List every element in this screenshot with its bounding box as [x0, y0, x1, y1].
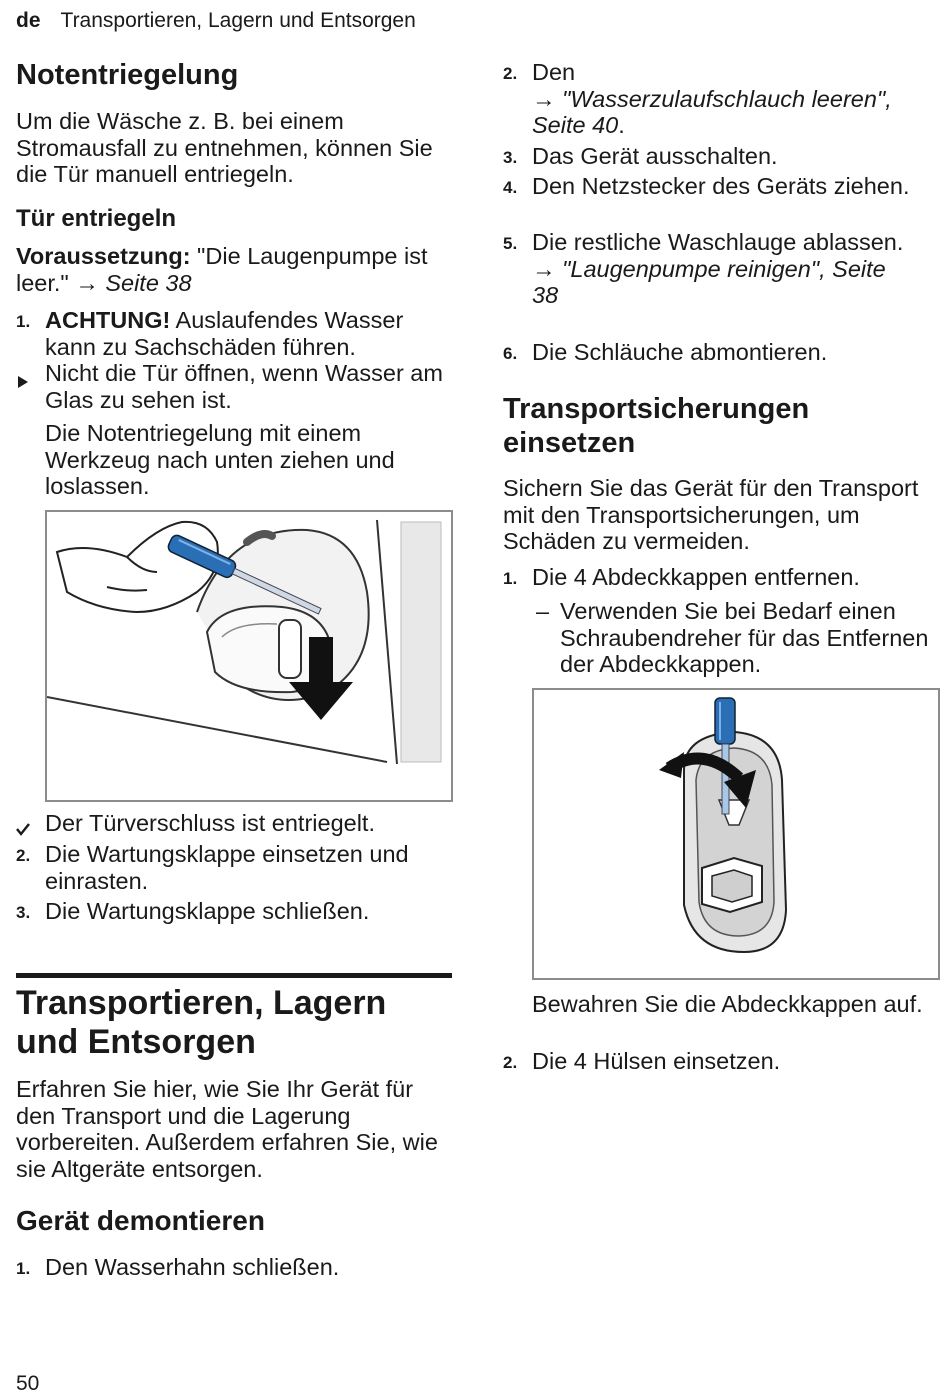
action-text: Die Notentriegelung mit einem Werkzeug nach unten ziehen und loslassen.: [45, 420, 395, 499]
step-text: Den: [532, 59, 576, 85]
transport-intro: Sichern Sie das Gerät für den Transport mit den Transportsicherungen, um Schäden zu vermeiden.: [503, 475, 919, 554]
prerequisite-link[interactable]: → Seite 38: [75, 269, 192, 296]
result-text: Der Türverschluss ist entriegelt.: [45, 810, 375, 836]
check-icon: [16, 815, 30, 842]
step-number: 2.: [16, 846, 31, 865]
warning-text: Auslaufendes Wasser kann zu Sachschäden führen.: [45, 307, 404, 360]
section-title-notentriegelung: Notentriegelung: [16, 59, 239, 91]
chapter-divider: [16, 973, 452, 978]
step-text: Die 4 Hülsen einsetzen.: [532, 1048, 781, 1074]
step-link[interactable]: → "Laugenpumpe reinigen", Seite 38: [532, 255, 886, 308]
header-section: Transportieren, Lagern und Entsorgen: [60, 9, 416, 32]
step-text: Die Schläuche abmontieren.: [532, 339, 828, 365]
note-text: Bewahren Sie die Abdeckkappen auf.: [532, 991, 923, 1017]
step-number: 4.: [503, 178, 518, 197]
step-number: 6.: [503, 344, 518, 363]
subsection-title-tuer-entriegeln: Tür entriegeln: [16, 205, 177, 232]
step-text: Die Wartungsklappe einsetzen und einrasten.: [45, 841, 409, 894]
prerequisite-text: "Die Laugenpumpe ist leer.": [16, 243, 428, 296]
step-text: Den Netzstecker des Geräts ziehen.: [532, 173, 910, 199]
step-number: 1.: [16, 312, 31, 331]
triangle-bullet-icon: [18, 367, 28, 394]
substep-text: Verwenden Sie bei Bedarf einen Schraubendreher für das Entfernen der Abdeckkappen.: [560, 598, 929, 677]
step-number: 2.: [503, 1053, 518, 1072]
step-number: 1.: [503, 569, 518, 588]
chapter-title: Transportieren, Lagern und Entsorgen: [16, 984, 387, 1062]
chapter-intro: Erfahren Sie hier, wie Sie Ihr Gerät für den Transport und die Lagerung vorbereiten. Außerdem erfahren Sie, wie sie Altgeräte entsorgen.: [16, 1076, 438, 1182]
prerequisite: [16, 243, 456, 296]
running-header: [16, 9, 416, 33]
warning-label: ACHTUNG!: [45, 307, 171, 333]
step-text: Die 4 Abdeckkappen entfernen.: [532, 564, 860, 590]
section-title-transport: Transportsicherungen einsetzen: [503, 393, 810, 460]
step-text: Das Gerät ausschalten.: [532, 143, 778, 169]
dash-icon: –: [536, 598, 550, 624]
emergency-release-illustration: [45, 510, 453, 802]
bullet-text: Nicht die Tür öffnen, wenn Wasser am Glas zu sehen ist.: [45, 360, 443, 413]
step-number: 1.: [16, 1259, 31, 1278]
step-link[interactable]: → "Wasserzulaufschlauch leeren", Seite 40: [532, 85, 892, 138]
language-code: de: [16, 9, 41, 32]
step-text: Die restliche Waschlauge ablassen.: [532, 229, 904, 255]
step-number: 5.: [503, 234, 518, 253]
step-number: 3.: [16, 903, 31, 922]
prerequisite-label: Voraussetzung:: [16, 243, 191, 269]
step-text: Die Wartungsklappe schließen.: [45, 898, 370, 924]
cover-cap-illustration: [532, 688, 940, 980]
step-number: 3.: [503, 148, 518, 167]
step-text: Den Wasserhahn schließen.: [45, 1254, 340, 1280]
section-title-demontieren: Gerät demontieren: [16, 1205, 265, 1236]
notentriegelung-intro: Um die Wäsche z. B. bei einem Stromausfall zu entnehmen, können Sie die Tür manuell entriegeln.: [16, 108, 433, 187]
step-tail: .: [618, 112, 625, 138]
step-number: 2.: [503, 64, 518, 83]
page-number: 50: [16, 1372, 40, 1395]
